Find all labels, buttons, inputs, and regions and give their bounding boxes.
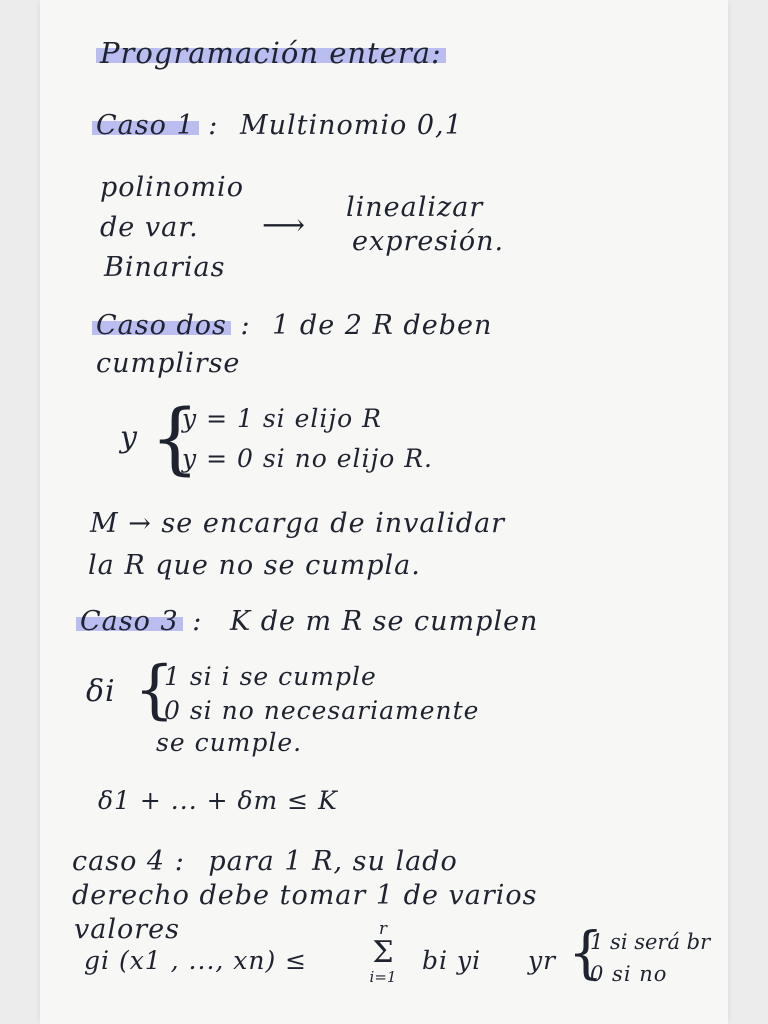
caso4-line-1: para 1 R, su lado — [208, 846, 458, 877]
caso2-text: 1 de 2 R deben — [272, 310, 493, 341]
caso2-m-line-2: la R que no se cumpla. — [88, 550, 421, 581]
caso4-colon: : — [174, 846, 185, 877]
caso3-label: Caso 3 — [76, 606, 183, 637]
title-highlight: Programación entera: — [96, 36, 446, 70]
caso4-yr: yr — [528, 946, 557, 975]
caso4-label: caso 4 — [72, 846, 166, 877]
caso1-left-line-2: de var. — [100, 212, 199, 243]
caso4-sum-top: r — [378, 919, 388, 939]
caso4-line-2: derecho debe tomar 1 de varios — [72, 880, 538, 911]
caso1-text: Multinomio 0,1 — [239, 110, 463, 141]
caso2-condition-2: y = 0 si no elijo R. — [182, 444, 433, 473]
caso3-condition-1: 1 si i se cumple — [164, 662, 377, 691]
caso1-heading — [92, 110, 463, 141]
caso4-sum-bottom: i=1 — [369, 968, 397, 986]
caso3-sum-line: δ1 + ... + δm ≤ K — [98, 786, 338, 815]
caso2-variable: y — [120, 420, 138, 455]
caso4-yr-condition-1: 1 si será br — [590, 930, 711, 954]
caso2-m-line-1: M → se encarga de invalidar — [90, 508, 506, 539]
caso1-arrow: ⟶ — [262, 208, 306, 243]
caso3-condition-2-cont: se cumple. — [156, 728, 303, 757]
caso2-heading — [92, 310, 492, 341]
caso1-left-line-1: polinomio — [100, 172, 244, 203]
caso4-summation — [366, 920, 400, 986]
caso2-condition-1: y = 1 si elijo R — [182, 404, 382, 433]
caso2-brace: { — [150, 394, 200, 484]
caso4-yr-condition-2: 0 si no — [590, 962, 668, 986]
caso3-brace: { — [134, 653, 175, 727]
caso2-label: Caso dos — [92, 310, 231, 341]
caso1-colon: : — [208, 110, 219, 141]
caso4-line-3: valores — [74, 914, 180, 945]
caso1-right-line-2: expresión. — [352, 226, 505, 257]
caso3-heading — [76, 606, 538, 637]
caso1-left-line-3: Binarias — [104, 252, 226, 283]
caso3-variable: δi — [86, 674, 116, 709]
caso4-formula-right: bi yi — [422, 946, 482, 975]
caso4-sum-sigma: Σ — [372, 935, 394, 970]
caso2-text-line2: cumplirse — [96, 348, 241, 379]
caso4-formula-left: gi (x1 , ..., xn) ≤ — [84, 946, 308, 975]
caso4-heading — [72, 846, 458, 877]
page-title — [96, 36, 446, 70]
caso3-colon: : — [192, 606, 203, 637]
caso4-brace: { — [568, 921, 604, 986]
caso3-text: K de m R se cumplen — [229, 606, 539, 637]
caso1-right-line-1: linealizar — [346, 192, 484, 223]
caso2-colon: : — [240, 310, 251, 341]
caso3-condition-2: 0 si no necesariamente — [164, 696, 480, 725]
caso1-label: Caso 1 — [92, 110, 199, 141]
